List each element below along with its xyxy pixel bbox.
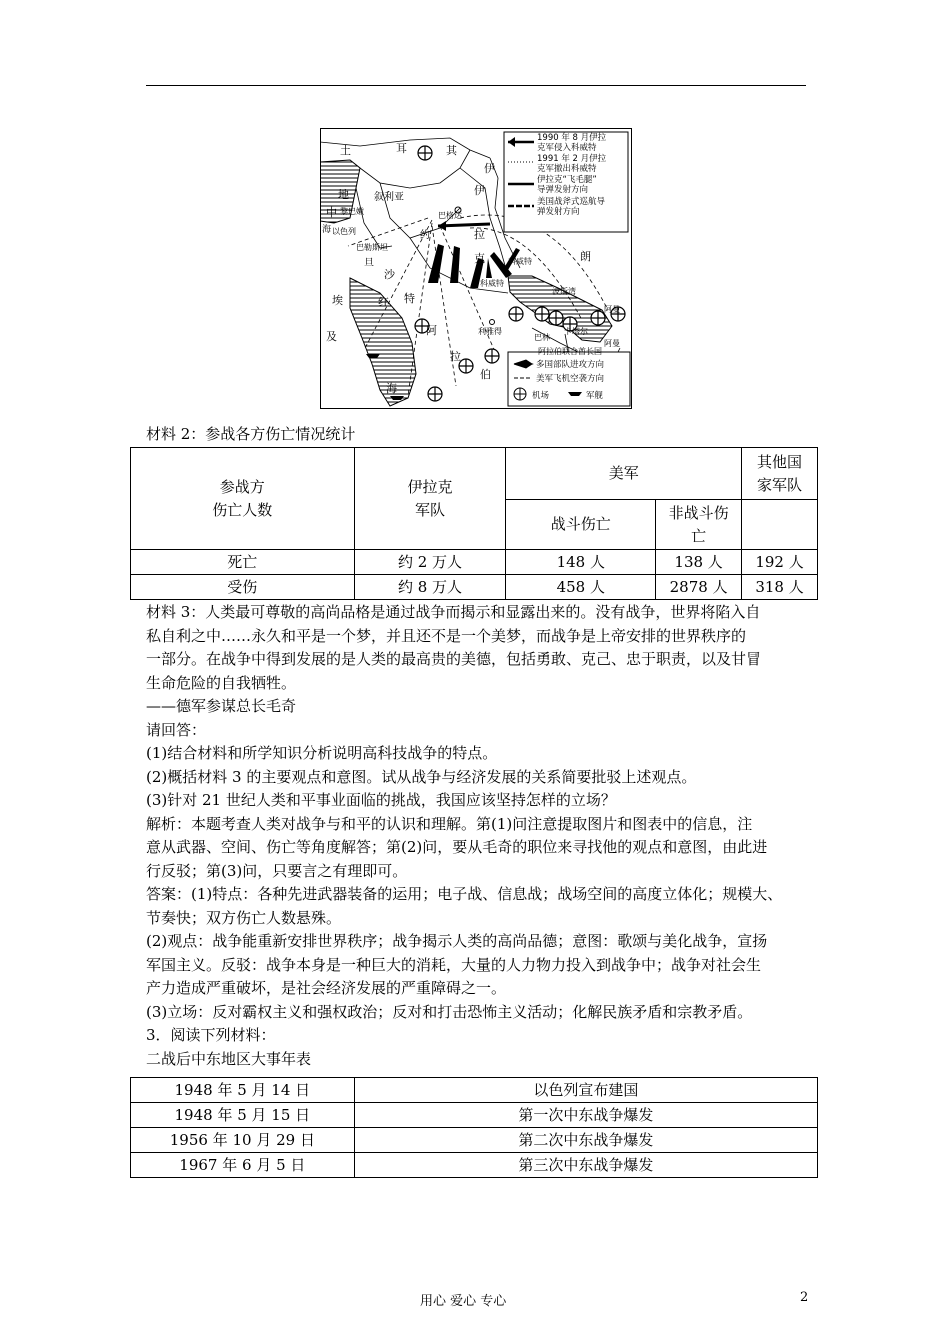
svg-text:阿曼: 阿曼	[604, 305, 620, 314]
svg-text:克: 克	[474, 252, 485, 265]
noncombat-header: 非战斗伤 亡	[656, 500, 742, 550]
table-row: 1948 年 5 月 15 日 第一次中东战争爆发	[131, 1103, 818, 1128]
svg-text:美军飞机空袭方向: 美军飞机空袭方向	[536, 374, 605, 384]
us-header: 美军	[506, 448, 742, 500]
kuwait-marker	[502, 268, 507, 273]
svg-text:科威特: 科威特	[480, 279, 504, 288]
gulf-war-map	[320, 128, 632, 409]
text-line: 意从武器、空间、伤亡等角度解答；第(2)问，要从毛奇的职位来寻找他的观点和意图，由此进	[146, 838, 768, 856]
footer-text: 用心 爱心 专心	[420, 1294, 507, 1309]
table-row: 受伤 约 8 万人 458 人 2878 人 318 人	[131, 575, 818, 600]
legend-bottom	[508, 352, 630, 406]
svg-text:旦: 旦	[364, 258, 374, 269]
svg-text:海: 海	[322, 225, 332, 235]
svg-text:地: 地	[338, 188, 349, 201]
text-line: (2)概括材料 3 的主要观点和意图。试从战争与经济发展的关系简要批驳上述观点。	[146, 767, 697, 786]
text-line: ——德军参谋总长毛奇	[146, 697, 297, 715]
svg-text:海: 海	[386, 382, 397, 395]
svg-text:导弹发射方向: 导弹发射方向	[537, 185, 589, 195]
svg-text:巴林: 巴林	[534, 333, 550, 342]
svg-text:红: 红	[378, 296, 389, 309]
svg-text:1991 年 2 月伊拉: 1991 年 2 月伊拉	[537, 154, 607, 164]
material2-title: 材料 2：参战各方伤亡情况统计	[146, 425, 356, 443]
text-line: 行反驳；第(3)问，只要言之有理即可。	[146, 861, 408, 880]
text-line: 3．阅读下列材料：	[146, 1026, 276, 1044]
table-row: 1956 年 10 月 29 日 第二次中东战争爆发	[131, 1128, 818, 1153]
others-header: 其他国 家军队	[742, 448, 818, 500]
text-line: 节奏快；双方伤亡人数悬殊。	[146, 908, 342, 927]
text-line: 一部分。在战争中得到发展的是人类的最高贵的美德，包括勇敢、克己、忠于职责，以及甘冒	[146, 650, 762, 668]
text-line: (1)结合材料和所学知识分析说明高科技战争的特点。	[146, 744, 498, 762]
svg-text:土: 土	[340, 144, 351, 157]
table-row: 1948 年 5 月 14 日 以色列宣布建国	[131, 1078, 818, 1103]
text-line: 生命危险的自我牺牲。	[146, 673, 297, 692]
svg-text:及: 及	[326, 330, 337, 343]
svg-text:伊: 伊	[474, 184, 485, 197]
svg-text:埃: 埃	[332, 294, 343, 307]
body-text	[146, 601, 810, 1071]
svg-text:约: 约	[420, 230, 430, 241]
svg-text:机场: 机场	[532, 391, 550, 401]
casualty-table	[130, 447, 818, 600]
svg-text:其: 其	[446, 144, 457, 157]
svg-text:弹发射方向: 弹发射方向	[537, 207, 580, 217]
svg-text:伊拉克“飞毛腿”: 伊拉克“飞毛腿”	[537, 175, 597, 185]
text-line: 私自利之中……永久和平是一个梦，并且还不是一个美梦，而战争是上帝安排的世界秩序的	[146, 626, 747, 645]
svg-text:以色列: 以色列	[332, 227, 356, 236]
svg-text:中: 中	[326, 206, 337, 219]
svg-text:克军撤出科威特: 克军撤出科威特	[537, 164, 597, 174]
text-line: 请回答：	[146, 720, 207, 739]
svg-text:波斯湾: 波斯湾	[552, 287, 576, 296]
svg-text:沙: 沙	[384, 268, 395, 281]
svg-text:1990 年 8 月伊拉: 1990 年 8 月伊拉	[537, 133, 607, 143]
svg-text:科威特: 科威特	[508, 257, 532, 266]
timeline-table	[130, 1077, 818, 1178]
header-rule	[146, 85, 806, 86]
svg-text:伊: 伊	[484, 162, 495, 175]
svg-text:军舰: 军舰	[586, 391, 604, 401]
iraq-header: 伊拉克 军队	[354, 448, 506, 550]
corner-header: 参战方 伤亡人数	[131, 448, 355, 550]
svg-text:巴勒斯坦: 巴勒斯坦	[356, 243, 388, 252]
svg-text:耳: 耳	[396, 142, 407, 155]
page-number: 2	[800, 1290, 809, 1305]
svg-text:阿曼: 阿曼	[604, 339, 620, 348]
svg-text:特: 特	[404, 292, 415, 305]
combat-header: 战斗伤亡	[506, 500, 656, 550]
table-row: 死亡 约 2 万人 148 人 138 人 192 人	[131, 550, 818, 575]
table-row: 1967 年 6 月 5 日 第三次中东战争爆发	[131, 1153, 818, 1178]
svg-text:多国部队进攻方向: 多国部队进攻方向	[536, 360, 605, 370]
svg-text:巴格达: 巴格达	[438, 211, 462, 220]
text-line: (2)观点：战争能重新安排世界秩序；战争揭示人类的高尚品德；意图：歌颂与美化战争，宣扬	[146, 932, 768, 950]
text-line: 军国主义。反驳：战争本身是一种巨大的消耗，大量的人力物力投入到战争中；战争对社会生	[146, 955, 762, 974]
others-empty	[742, 500, 818, 550]
svg-text:拉: 拉	[474, 228, 485, 241]
svg-text:卡塔尔: 卡塔尔	[564, 327, 588, 336]
text-line: 解析：本题考查人类对战争与和平的认识和理解。第(1)问注意提取图片和图表中的信息，注	[146, 814, 753, 833]
text-line: 答案：(1)特点：各种先进武器装备的运用；电子战、信息战；战场空间的高度立体化；规模大、	[146, 885, 783, 903]
svg-text:利雅得: 利雅得	[478, 327, 502, 336]
svg-text:美国战斧式巡航导: 美国战斧式巡航导	[537, 197, 606, 207]
svg-text:黎巴嫩: 黎巴嫩	[340, 207, 364, 216]
text-line: (3)立场：反对霸权主义和强权政治；反对和打击恐怖主义活动；化解民族矛盾和宗教矛盾。	[146, 1002, 753, 1021]
svg-text:阿拉伯联合酋长国: 阿拉伯联合酋长国	[538, 347, 602, 356]
svg-text:伯: 伯	[480, 368, 491, 381]
text-line: (3)针对 21 世纪人类和平事业面临的挑战，我国应该坚持怎样的立场？	[146, 791, 616, 809]
svg-text:拉: 拉	[450, 350, 461, 363]
text-line: 二战后中东地区大事年表	[146, 1049, 312, 1068]
legend-top	[504, 132, 628, 232]
text-line: 产力造成严重破坏，是社会经济发展的严重障碍之一。	[146, 979, 507, 997]
text-line: 材料 3：人类最可尊敬的高尚品格是通过战争而揭示和显露出来的。没有战争，世界将陷入自	[146, 603, 761, 621]
svg-text:朗: 朗	[580, 250, 591, 263]
svg-text:克军侵入科威特: 克军侵入科威特	[537, 143, 597, 153]
svg-text:阿: 阿	[426, 324, 437, 337]
svg-text:叙利亚: 叙利亚	[374, 192, 404, 203]
